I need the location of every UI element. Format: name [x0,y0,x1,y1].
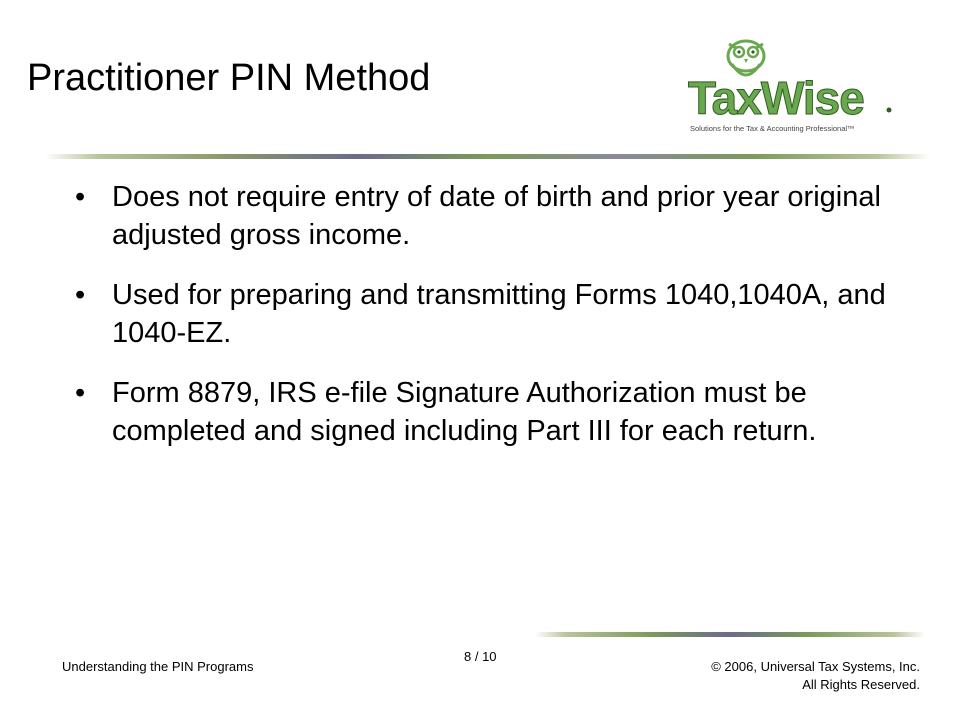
bullet-text: Does not require entry of date of birth and prior year original adjusted gross income. [112,181,881,251]
logo-wordmark: TaxWise [688,72,864,124]
taxwise-logo [684,34,904,144]
owl-icon [728,41,764,75]
bullet-list [75,178,905,472]
bullet-item [75,178,905,254]
page-number: 8 / 10 [464,649,497,664]
copyright-line: © 2006, Universal Tax Systems, Inc. [711,659,920,674]
bullet-item [75,276,905,352]
top-divider-rule [45,153,930,161]
bullet-item [75,374,905,450]
bullet-text: Form 8879, IRS e-file Signature Authorization must be completed and signed including Part III for each return. [112,377,817,447]
rights-line: All Rights Reserved. [802,677,920,692]
bullet-marker: • [75,377,86,409]
footer-copyright [711,658,920,694]
bullet-marker: • [75,181,86,213]
logo-tagline: Solutions for the Tax & Accounting Professional™ [690,124,855,133]
bottom-divider-rule [535,631,925,639]
footer-presentation-title: Understanding the PIN Programs [62,659,254,674]
bullet-text: Used for preparing and transmitting Forms 1040,1040A, and 1040-EZ. [112,279,886,349]
bullet-marker: • [75,279,86,311]
slide-title: Practitioner PIN Method [27,57,431,99]
